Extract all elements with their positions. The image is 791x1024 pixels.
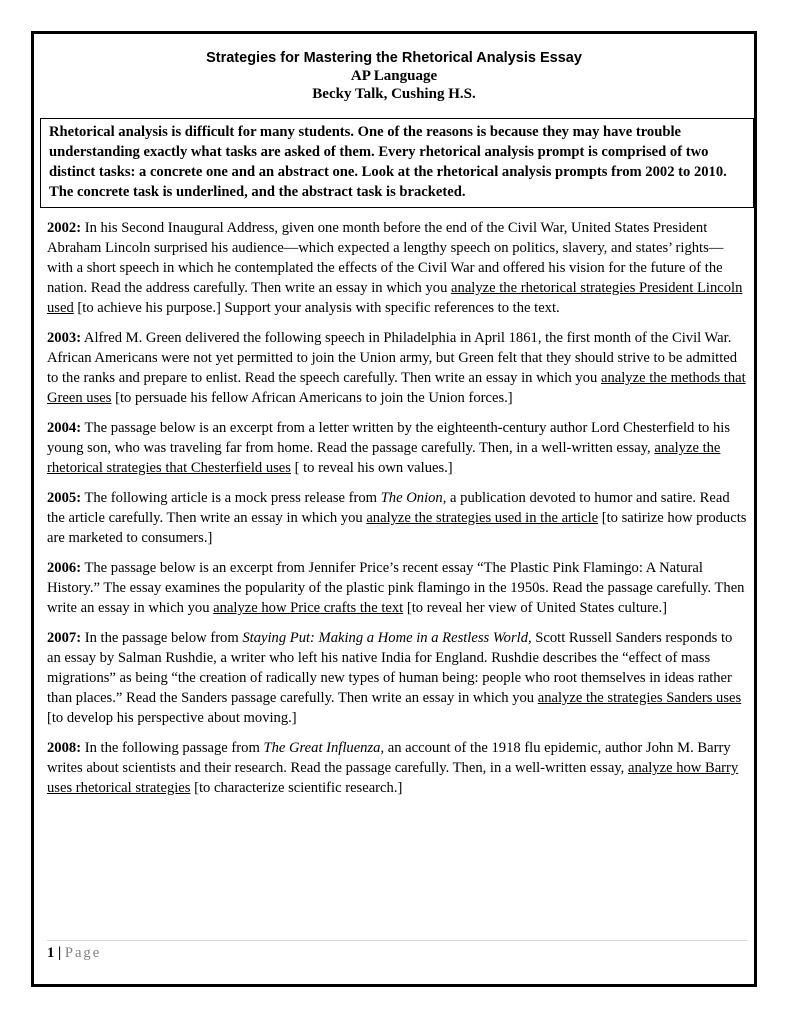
prompt-2004 <box>47 418 749 478</box>
prompt-text: an account of the 1918 flu epidemic, author John M. Barry writes about scientists and their research. Read the passage carefully. Then, in a well-written essay, <box>47 740 731 776</box>
prompt-text: , a publication devoted to humor and satire. Read the article carefully. Then write an essay in which you <box>47 490 730 526</box>
concrete-task: analyze the rhetorical strategies that Chesterfield uses <box>47 440 721 476</box>
concrete-task: analyze the methods that Green uses <box>47 370 746 406</box>
abstract-task: [ to reveal his own values.] <box>290 460 453 476</box>
concrete-task: analyze the strategies used in the article <box>366 510 599 526</box>
intro-text: Rhetorical analysis is difficult for many students. One of the reasons is because they may have trouble understanding exactly what tasks are asked of them. Every rhetorical analysis prompt is comprised of two distinct tasks: a concrete one and an abstract one. Look at the rhetorical analysis prompts from 2002 to 2010. The concrete task is underlined, and the abstract task is bracketed. <box>49 124 727 200</box>
prompt-text: In his Second Inaugural Address, given one month before the end of the Civil War, United States President Abraham Lincoln surprised his audience—which expected a lengthy speech on politics, slavery, and states’ rights—with a short speech in which he contemplated the effects of the Civil War and offered his vision for the future of the nation. Read the address carefully. Then write an essay in which you <box>47 220 724 296</box>
prompt-text: The following article is a mock press release from <box>81 490 381 506</box>
abstract-task: [to persuade his fellow African Americans to join the Union forces.] <box>111 390 513 406</box>
prompt-2006 <box>47 558 749 618</box>
document-header <box>34 49 754 103</box>
intro-box <box>40 118 754 208</box>
document-title: Strategies for Mastering the Rhetorical Analysis Essay <box>206 50 582 66</box>
prompt-year: 2008: <box>47 740 82 756</box>
prompt-year: 2002: <box>47 220 82 236</box>
abstract-task: [to reveal her view of United States culture.] <box>403 600 668 616</box>
course-name: AP Language <box>350 68 438 84</box>
prompt-text: The passage below is an excerpt from a letter written by the eighteenth-century author Lord Chesterfield to his young son, who was traveling far from home. Read the passage carefully. Then, in a well-written essay, <box>47 420 730 456</box>
concrete-task: analyze the rhetorical strategies President Lincoln used <box>47 280 743 316</box>
abstract-task: [to satirize how products are marketed to consumers.] <box>47 510 747 546</box>
prompt-2007 <box>47 628 749 728</box>
prompt-text: The passage below is an excerpt from Jennifer Price’s recent essay “The Plastic Pink Flamingo: A Natural History.” The essay examines the popularity of the plastic pink flamingo in the 1950s. Read the passage carefully. Then write an essay in which you <box>47 560 745 616</box>
prompt-year: 2005: <box>47 490 82 506</box>
page-footer <box>47 943 101 963</box>
prompt-year: 2003: <box>47 330 82 346</box>
book-title: Staying Put: Making a Home in a Restless World, <box>242 630 532 646</box>
page-separator: | <box>57 945 62 961</box>
abstract-task: [to develop his perspective about moving.] <box>47 710 297 726</box>
abstract-task: [to achieve his purpose.] Support your analysis with specific references to the text. <box>73 300 560 316</box>
prompt-2002 <box>47 218 749 318</box>
prompt-year: 2007: <box>47 630 82 646</box>
publication-title: The Onion <box>380 490 443 506</box>
concrete-task: analyze how Barry uses rhetorical strategies <box>47 760 739 796</box>
prompt-2005 <box>47 488 749 548</box>
prompt-text: In the passage below from <box>81 630 243 646</box>
book-title: The Great Influenza, <box>263 740 385 756</box>
abstract-task: [to characterize scientific research.] <box>190 780 403 796</box>
prompt-text: Scott Russell Sanders responds to an essay by Salman Rushdie, a writer who left his native India for England. Rushdie describes the “effect of mass migrations” as being “the creation of radically new types of human being: people who root themselves in ideas rather than places.” Read the Sanders passage carefully. Then write an essay in which you <box>47 630 733 706</box>
prompt-text: Alfred M. Green delivered the following speech in Philadelphia in April 1861, the first month of the Civil War. African Americans were not yet permitted to join the Union army, but Green felt that they should strive to be admitted to the ranks and prepare to enlist. Read the speech carefully. Then write an essay in which you <box>47 330 738 386</box>
page-label: Page <box>64 945 102 961</box>
footer-divider <box>47 940 747 941</box>
concrete-task: analyze the strategies Sanders uses <box>537 690 742 706</box>
prompt-text: In the following passage from <box>81 740 264 756</box>
prompt-2008 <box>47 738 749 798</box>
page-number: 1 <box>47 945 55 961</box>
prompt-2003 <box>47 328 749 408</box>
prompt-year: 2004: <box>47 420 82 436</box>
concrete-task: analyze how Price crafts the text <box>213 600 404 616</box>
prompt-year: 2006: <box>47 560 82 576</box>
author-line: Becky Talk, Cushing H.S. <box>312 86 476 102</box>
page-frame <box>31 31 757 987</box>
prompts-list <box>47 218 749 808</box>
